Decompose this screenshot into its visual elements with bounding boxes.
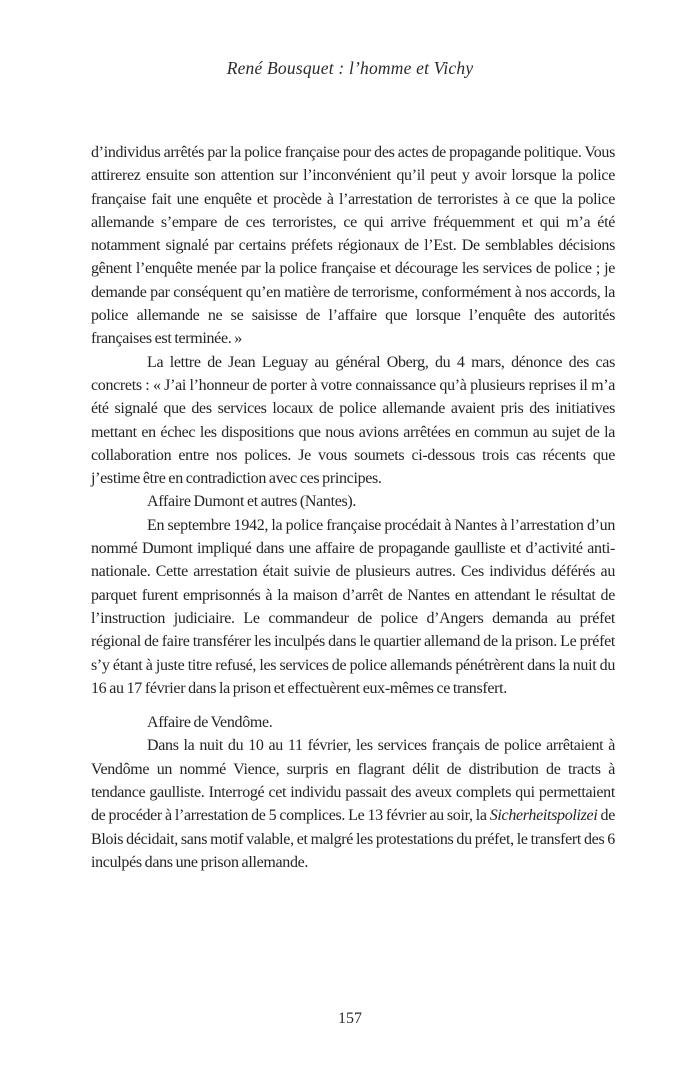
paragraph-vendome-details	[91, 734, 615, 874]
section-heading-text: Affaire Dumont et autres (Nantes).	[147, 493, 357, 511]
italic-term-sicherheitspolizei: Sicherheitspolizei	[489, 807, 598, 825]
page-number: 157	[338, 1010, 362, 1027]
paragraph-leguay-letter	[91, 351, 615, 491]
section-heading-affaire-vendome	[91, 711, 615, 734]
running-header: René Bousquet : l’homme et Vichy	[226, 58, 474, 78]
page-body	[91, 141, 615, 874]
paragraph-text: de Blois décidait, sans motif valable, et malgré les protestations du préfet, le transfert des 6 inculpés dans une prison allemande.	[91, 807, 615, 871]
paragraph-quote-continuation	[91, 141, 615, 351]
paragraph-text: d’individus arrêtés par la police française pour des actes de propagande politique. Vous attirerez ensuite son attention sur l’inconvénient qu’il peut y avoir lorsque la police française fait une enquête et procède à l’arrestation de terroristes à ce que la police allemande s’empare de ces terroristes, ce qui arrive fréquemment et qui m’a été notamment signalé par certains préfets régionaux de l’Est. De semblables décisions gênent l’enquête menée par la police française et décourage les services de police ; je demande par conséquent qu’en matière de terrorisme, conformément à nos accords, la police allemande ne se saisisse de l’affaire que lorsque l’enquête des autorités françaises est terminée. »	[91, 144, 615, 348]
paragraph-text: Dans la nuit du 10 au 11 février, les services français de police arrêtaient à Vendôme un nommé Vience, surpris en flagrant délit de distribution de tracts à tendance gaulliste. Interrogé cet individu passait des aveux complets qui permettaient de procéder à l’arrestation de 5 complices. Le 13 février au soir, la	[91, 737, 615, 825]
paragraph-text: En septembre 1942, la police française procédait à Nantes à l’arrestation d’un nommé Dumont impliqué dans une affaire de propagande gaulliste et d’activité anti-nationale. Cette arrestation était suivie de plusieurs autres. Ces individus déférés au parquet furent emprisonnés à la maison d’arrêt de Nantes en attendant le résultat de l’instruction judiciaire. Le commandeur de police d’Angers demanda au préfet régional de faire transférer les inculpés dans le quartier allemand de la prison. Le préfet s’y étant à juste titre refusé, les services de police allemands pénétrèrent dans la nuit du 16 au 17 février dans la prison et effectuèrent eux-mêmes ce transfert.	[91, 516, 615, 697]
section-heading-affaire-dumont	[91, 490, 615, 513]
paragraph-text: La lettre de Jean Leguay au général Oberg, du 4 mars, dénonce des cas concrets : « J’ai l’honneur de porter à votre connaissance qu’à plusieurs reprises il m’a été signalé que des services locaux de police allemande avaient pris des initiatives mettant en échec les dispositions que nous avions arrêtées en commun au sujet de la collaboration entre nos polices. Je vous soumets ci-dessous trois cas récents que j’estime être en contradiction avec ces principes.	[91, 353, 615, 488]
paragraph-dumont-details	[91, 514, 615, 700]
section-heading-text: Affaire de Vendôme.	[147, 714, 273, 732]
